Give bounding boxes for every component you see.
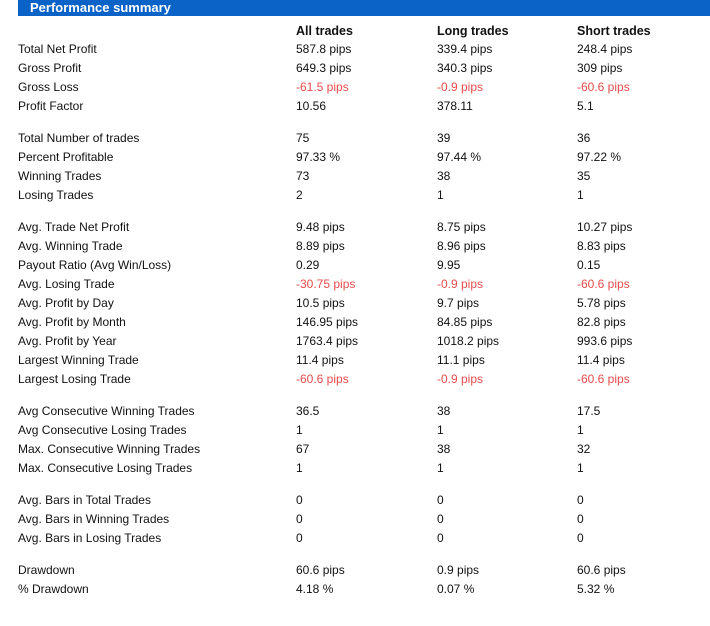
value-short-trades: 36 [577, 131, 591, 145]
value-long-trades: 8.96 pips [437, 239, 486, 253]
value-all-trades: 0 [296, 512, 303, 526]
value-all-trades: 2 [296, 188, 303, 202]
value-short-trades: -60.6 pips [577, 80, 630, 94]
metric-label: Total Number of trades [18, 131, 140, 145]
table-row [18, 256, 708, 275]
value-long-trades: 38 [437, 169, 451, 183]
value-all-trades: 1 [296, 423, 303, 437]
value-long-trades: 9.95 [437, 258, 461, 272]
value-short-trades: 993.6 pips [577, 334, 633, 348]
value-all-trades: 9.48 pips [296, 220, 345, 234]
table-row [18, 459, 708, 478]
table-row [18, 351, 708, 370]
value-all-trades: 36.5 [296, 404, 320, 418]
metric-label: Winning Trades [18, 169, 102, 183]
value-all-trades: 60.6 pips [296, 563, 345, 577]
value-all-trades: 0 [296, 493, 303, 507]
value-short-trades: 0 [577, 512, 584, 526]
value-all-trades: 97.33 % [296, 150, 341, 164]
value-long-trades: 8.75 pips [437, 220, 486, 234]
value-long-trades: -0.9 pips [437, 277, 484, 291]
metric-group [18, 402, 708, 478]
metric-label: Avg Consecutive Losing Trades [18, 423, 187, 437]
metric-label: Avg. Bars in Winning Trades [18, 512, 170, 526]
table-row [18, 148, 708, 167]
value-long-trades: 1 [437, 188, 444, 202]
value-short-trades: 11.4 pips [577, 353, 625, 367]
value-short-trades: 0.15 [577, 258, 601, 272]
value-short-trades: 5.78 pips [577, 296, 626, 310]
metric-group [18, 218, 708, 389]
value-short-trades: -60.6 pips [577, 372, 630, 386]
metric-label: Max. Consecutive Losing Trades [18, 461, 193, 475]
metric-label: Avg. Profit by Day [18, 296, 114, 310]
value-short-trades: 17.5 [577, 404, 601, 418]
value-long-trades: 38 [437, 404, 451, 418]
value-all-trades: 8.89 pips [296, 239, 345, 253]
metric-label: Avg Consecutive Winning Trades [18, 404, 195, 418]
metric-label: Drawdown [18, 563, 75, 577]
value-long-trades: 11.1 pips [437, 353, 485, 367]
performance-table [18, 40, 708, 612]
value-short-trades: 1 [577, 188, 584, 202]
metric-label: Max. Consecutive Winning Trades [18, 442, 201, 456]
value-long-trades: 0.9 pips [437, 563, 480, 577]
table-row [18, 237, 708, 256]
value-all-trades: -60.6 pips [296, 372, 349, 386]
metric-label: Largest Losing Trade [18, 372, 131, 386]
metric-label: % Drawdown [18, 582, 89, 596]
value-short-trades: 8.83 pips [577, 239, 626, 253]
metric-label: Percent Profitable [18, 150, 114, 164]
value-all-trades: 11.4 pips [296, 353, 344, 367]
value-short-trades: 309 pips [577, 61, 623, 75]
metric-group [18, 129, 708, 205]
table-row [18, 421, 708, 440]
value-short-trades: 0 [577, 531, 584, 545]
value-short-trades: 35 [577, 169, 591, 183]
column-header-long-trades: Long trades [437, 24, 509, 38]
value-all-trades: 1763.4 pips [296, 334, 359, 348]
column-header-all-trades: All trades [296, 24, 353, 38]
table-row [18, 167, 708, 186]
metric-label: Avg. Bars in Total Trades [18, 493, 151, 507]
value-long-trades: 0 [437, 531, 444, 545]
metric-label: Avg. Losing Trade [18, 277, 115, 291]
value-long-trades: -0.9 pips [437, 80, 484, 94]
value-long-trades: 0 [437, 512, 444, 526]
value-all-trades: 146.95 pips [296, 315, 359, 329]
value-short-trades: 5.32 % [577, 582, 615, 596]
value-all-trades: -61.5 pips [296, 80, 349, 94]
value-all-trades: 10.5 pips [296, 296, 345, 310]
metric-label: Largest Winning Trade [18, 353, 139, 367]
value-long-trades: 0 [437, 493, 444, 507]
value-long-trades: 1 [437, 423, 444, 437]
metric-label: Avg. Profit by Year [18, 334, 117, 348]
performance-summary-header [18, 0, 710, 16]
table-row [18, 370, 708, 389]
metric-label: Gross Profit [18, 61, 82, 75]
metric-label: Avg. Trade Net Profit [18, 220, 130, 234]
metric-label: Payout Ratio (Avg Win/Loss) [18, 258, 172, 272]
value-short-trades: 32 [577, 442, 591, 456]
table-row [18, 332, 708, 351]
metric-label: Profit Factor [18, 99, 84, 113]
value-long-trades: 340.3 pips [437, 61, 493, 75]
value-long-trades: 1018.2 pips [437, 334, 500, 348]
value-short-trades: 10.27 pips [577, 220, 633, 234]
value-short-trades: 82.8 pips [577, 315, 626, 329]
value-all-trades: -30.75 pips [296, 277, 356, 291]
table-row [18, 313, 708, 332]
table-row [18, 97, 708, 116]
value-short-trades: 1 [577, 461, 584, 475]
table-row [18, 218, 708, 237]
value-long-trades: 97.44 % [437, 150, 482, 164]
value-all-trades: 73 [296, 169, 310, 183]
value-long-trades: 38 [437, 442, 451, 456]
metric-label: Gross Loss [18, 80, 79, 94]
value-all-trades: 587.8 pips [296, 42, 352, 56]
table-row [18, 580, 708, 599]
table-row [18, 510, 708, 529]
page-title: Performance summary [30, 0, 171, 15]
table-row [18, 78, 708, 97]
value-long-trades: 0.07 % [437, 582, 475, 596]
value-short-trades: 60.6 pips [577, 563, 626, 577]
value-long-trades: 39 [437, 131, 451, 145]
table-row [18, 59, 708, 78]
metric-group [18, 491, 708, 548]
metric-label: Avg. Profit by Month [18, 315, 126, 329]
value-short-trades: 1 [577, 423, 584, 437]
table-row [18, 529, 708, 548]
table-row [18, 129, 708, 148]
table-row [18, 294, 708, 313]
column-header-short-trades: Short trades [577, 24, 651, 38]
value-long-trades: 84.85 pips [437, 315, 493, 329]
metric-group [18, 40, 708, 116]
value-all-trades: 649.3 pips [296, 61, 352, 75]
metric-label: Losing Trades [18, 188, 94, 202]
table-row [18, 40, 708, 59]
table-row [18, 275, 708, 294]
value-all-trades: 0.29 [296, 258, 320, 272]
metric-label: Total Net Profit [18, 42, 97, 56]
value-all-trades: 10.56 [296, 99, 327, 113]
value-long-trades: -0.9 pips [437, 372, 484, 386]
value-all-trades: 75 [296, 131, 310, 145]
value-long-trades: 1 [437, 461, 444, 475]
value-long-trades: 9.7 pips [437, 296, 480, 310]
metric-label: Avg. Bars in Losing Trades [18, 531, 162, 545]
metric-group [18, 561, 708, 599]
table-row [18, 491, 708, 510]
value-all-trades: 4.18 % [296, 582, 334, 596]
table-row [18, 186, 708, 205]
value-short-trades: 97.22 % [577, 150, 622, 164]
value-short-trades: 5.1 [577, 99, 594, 113]
value-long-trades: 339.4 pips [437, 42, 493, 56]
table-row [18, 561, 708, 580]
value-short-trades: 248.4 pips [577, 42, 633, 56]
value-all-trades: 1 [296, 461, 303, 475]
value-all-trades: 67 [296, 442, 310, 456]
value-short-trades: -60.6 pips [577, 277, 630, 291]
table-row [18, 402, 708, 421]
value-short-trades: 0 [577, 493, 584, 507]
metric-label: Avg. Winning Trade [18, 239, 123, 253]
value-long-trades: 378.11 [437, 99, 473, 113]
table-row [18, 440, 708, 459]
value-all-trades: 0 [296, 531, 303, 545]
